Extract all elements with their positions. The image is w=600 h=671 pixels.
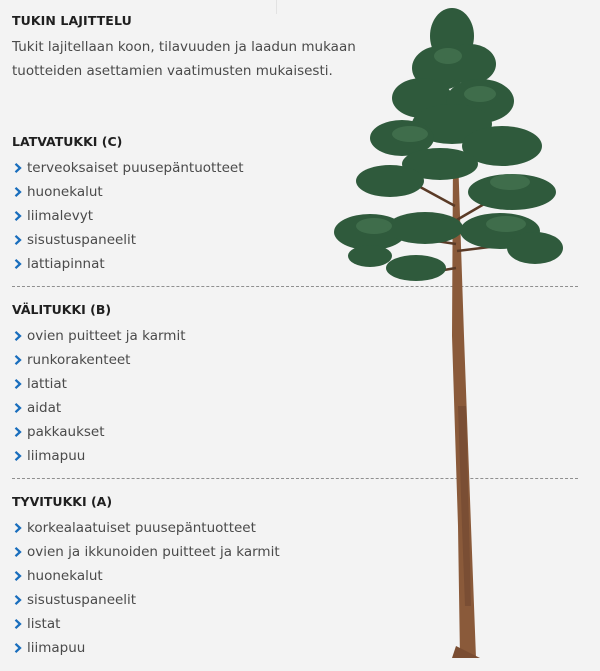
chevron-right-icon	[12, 570, 24, 582]
section-heading: VÄLITUKKI (B)	[12, 302, 112, 317]
chevron-right-icon	[12, 402, 24, 414]
list-item-label: sisustuspaneelit	[27, 232, 137, 248]
chevron-right-icon	[12, 618, 24, 630]
chevron-right-icon	[12, 210, 24, 222]
pine-tree-illustration	[330, 6, 570, 666]
chevron-right-icon	[12, 234, 24, 246]
list-item-label: sisustuspaneelit	[27, 592, 137, 608]
list-item-label: liimalevyt	[27, 208, 94, 224]
list-item-label: liimapuu	[27, 448, 86, 464]
section-heading: LATVATUKKI (C)	[12, 134, 123, 149]
chevron-right-icon	[12, 450, 24, 462]
list-item-label: huonekalut	[27, 568, 103, 584]
chevron-right-icon	[12, 522, 24, 534]
chevron-right-icon	[12, 426, 24, 438]
chevron-right-icon	[12, 162, 24, 174]
list-item-label: runkorakenteet	[27, 352, 131, 368]
list-item-label: lattiapinnat	[27, 256, 105, 272]
list-item-label: lattiat	[27, 376, 67, 392]
list-item-label: aidat	[27, 400, 62, 416]
list-item-label: ovien ja ikkunoiden puitteet ja karmit	[27, 544, 280, 560]
list-item-label: ovien puitteet ja karmit	[27, 328, 186, 344]
list-item-label: terveoksaiset puusepäntuotteet	[27, 160, 244, 176]
chevron-right-icon	[12, 546, 24, 558]
list-item-label: huonekalut	[27, 184, 103, 200]
chevron-right-icon	[12, 330, 24, 342]
list-item-label: pakkaukset	[27, 424, 105, 440]
chevron-right-icon	[12, 378, 24, 390]
chevron-right-icon	[12, 594, 24, 606]
chevron-right-icon	[12, 354, 24, 366]
section-heading: TYVITUKKI (A)	[12, 494, 113, 509]
intro-text: Tukit lajitellaan koon, tilavuuden ja laadun mukaan tuotteiden asettamien vaatimusten mukaisesti.	[12, 39, 356, 79]
list-item-label: liimapuu	[27, 640, 86, 656]
page-title: TUKIN LAJITTELU	[12, 13, 132, 28]
list-item-label: listat	[27, 616, 61, 632]
chevron-right-icon	[12, 642, 24, 654]
list-item-label: korkealaatuiset puusepäntuotteet	[27, 520, 256, 536]
chevron-right-icon	[12, 186, 24, 198]
top-separator-line	[276, 0, 277, 14]
chevron-right-icon	[12, 258, 24, 270]
